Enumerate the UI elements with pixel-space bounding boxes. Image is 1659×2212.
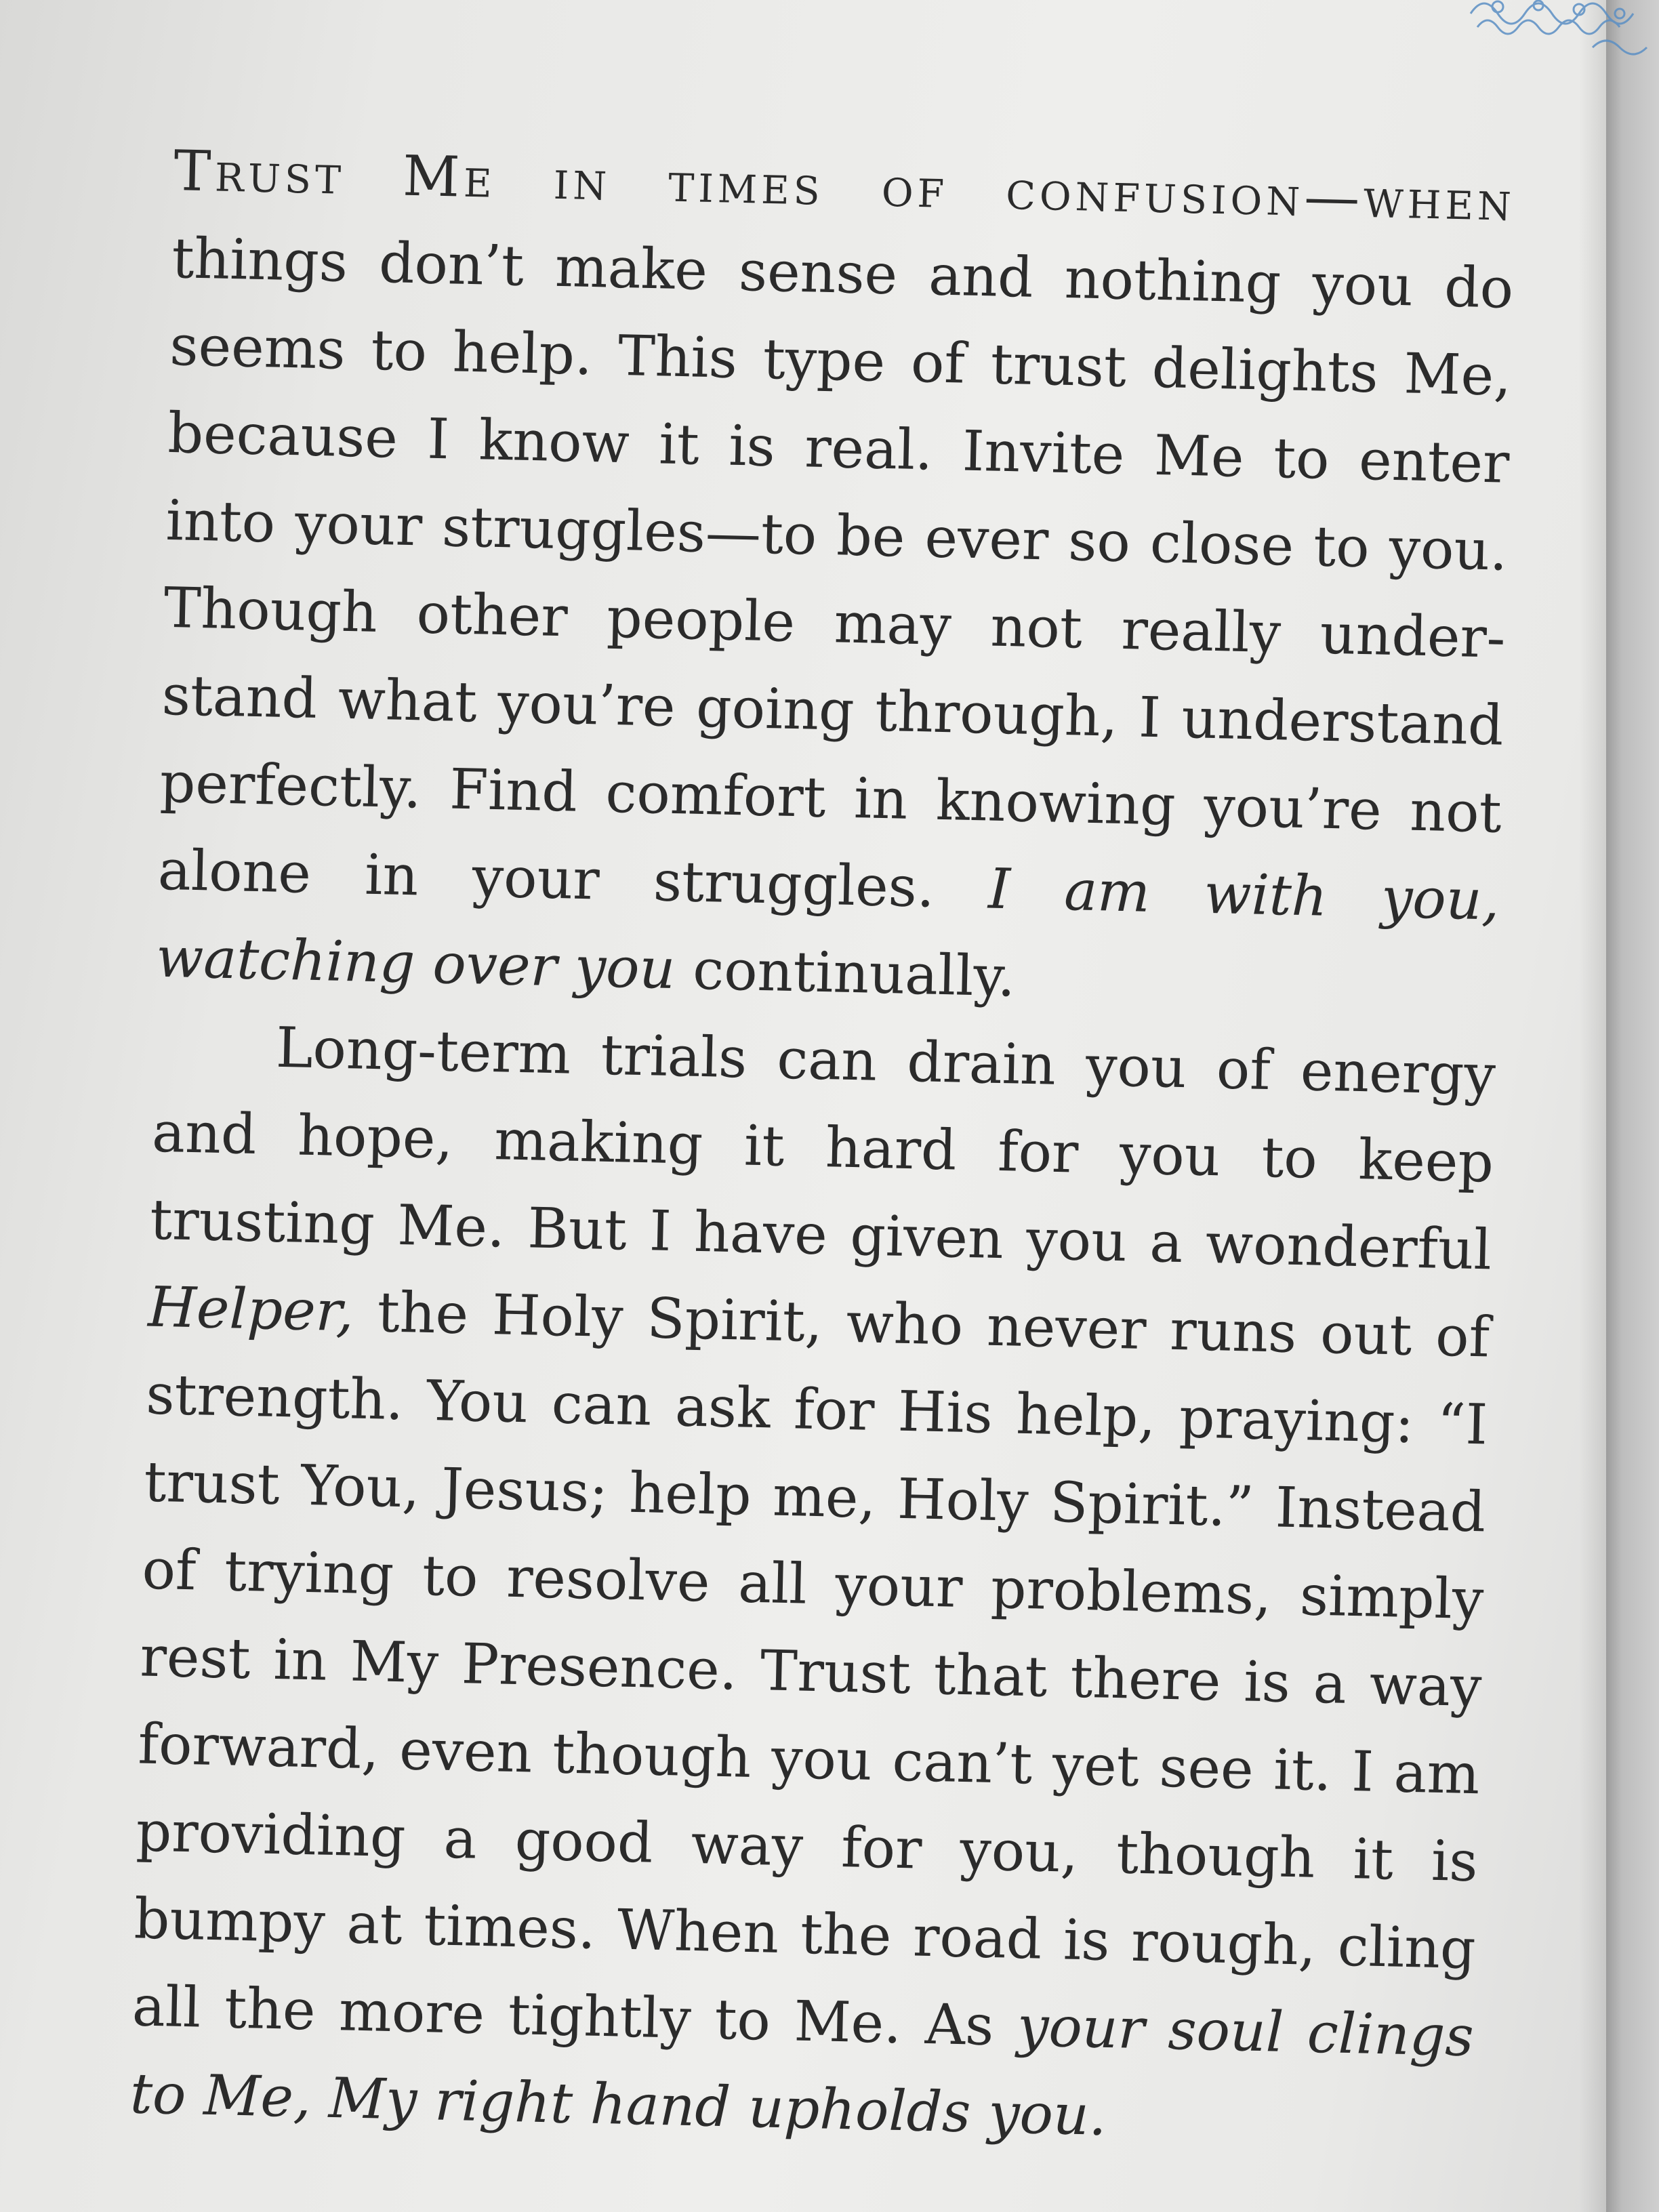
paragraph-1-text-a: things don’t make sense and nothing you do seems to help. This type of trust delights Me, because I know it is real. Invite Me to enter into your struggles—to be ever so close to you. Though other people may not really understand what you’re going through, I understand perfectly. Find comfort in knowing you’re not alone in your struggles. [157, 226, 1515, 922]
devotional-text [129, 127, 1517, 2168]
paragraph-2-italic-quote: your soul clings to Me, My right hand upholds you. [129, 1994, 1475, 2148]
opening-small-caps: Trust Me in times of confusion—when [173, 138, 1517, 234]
paragraph-2-text-b: the Holy Spirit, who never runs out of strength. You can ask for His help, praying: “I trust You, Jesus; help me, Holy Spirit.” Instead of trying to resolve all your problems, simply rest in My Presence. Trust that there is a way forward, even though you can’t yet see it. I am providing a good way for you, though it is bumpy at times. When the road is rough, cling all the more tightly to Me. As [131, 1279, 1491, 2059]
paragraph-2 [129, 1002, 1497, 2168]
page-gutter-shadow [1579, 0, 1606, 2212]
paragraph-1-italic-quote: I am with you, watching over you [155, 857, 1500, 1002]
paragraph-2-text-a: Long-term trials can drain you of energy and hope, making it hard for you to keep trusting Me. But I have given you a wonderful [149, 1015, 1496, 1283]
paragraph-2-italic-helper: Helper, [147, 1275, 355, 1345]
decorative-ornament-icon [1457, 0, 1659, 81]
paragraph-1 [155, 127, 1517, 1032]
book-page-edge [1606, 0, 1659, 2212]
paragraph-1-text-b: continually. [674, 937, 1017, 1010]
